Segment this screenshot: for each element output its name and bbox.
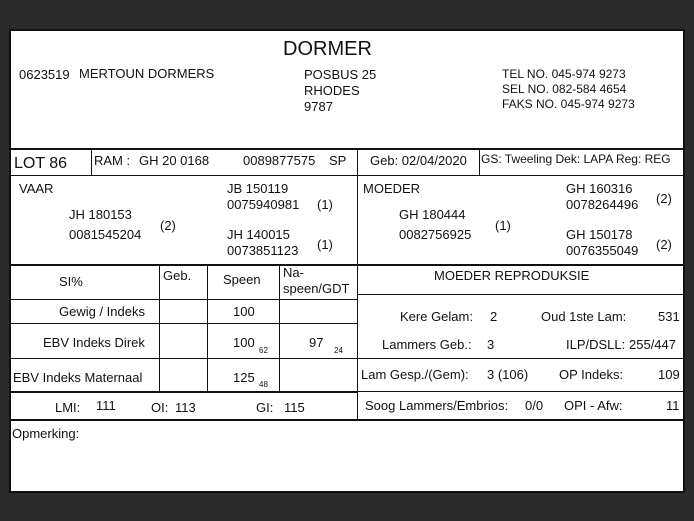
ebv-direk-speen: 100 [233,335,255,350]
vaar-label: VAAR [19,181,54,196]
ram-id: GH 20 0168 [139,153,210,168]
faks-number: FAKS NO. 045-974 9273 [502,97,635,111]
sel-number: SEL NO. 082-584 4654 [502,82,627,96]
op-value: 109 [658,367,680,382]
sire-number: 0081545204 [69,227,142,242]
sire-sire-id: JB 150119 [227,181,289,196]
repro-title: MOEDER REPRODUKSIE [434,268,590,283]
ram-number: 0089877575 [243,153,316,168]
lmi-label: LMI: [55,400,81,415]
gi-label: GI: [256,400,274,415]
ebv-direk-naspeen: 97 [309,335,324,350]
divider-indices-bottom [11,419,683,421]
kere-label: Kere Gelam: [400,309,473,324]
kere-value: 2 [490,309,498,324]
soog-label: Soog Lammers/Embrios: [365,398,509,413]
oud-label: Oud 1ste Lam: [541,309,627,324]
dam-dam-count: (2) [656,237,672,252]
address-line-2: RHODES [304,83,360,98]
breeder-name: MERTOUN DORMERS [79,66,215,81]
divider-gs [479,148,480,175]
page-title: DORMER [283,38,372,60]
gewig-label: Gewig / Indeks [59,304,145,319]
ebv-maternaal-speen-sub: 48 [259,380,268,389]
naspeen-header: Na- speen/GDT [283,265,350,296]
ebv-direk-naspeen-sub: 24 [334,346,343,355]
dam-dam-number: 0076355049 [566,243,639,258]
address-line-3: 9787 [304,99,333,114]
soog-value: 0/0 [525,398,544,413]
si-col-naspeen [279,264,280,391]
birth-date: Geb: 02/04/2020 [370,153,467,168]
dam-sire-count: (2) [656,191,672,206]
dam-id: GH 180444 [399,207,466,222]
sire-dam-number: 0073851123 [227,243,299,258]
si-header-line [11,299,357,300]
breeder-code: 0623519 [19,67,70,82]
geb-header: Geb. [163,268,192,283]
lot-number: LOT 86 [14,155,68,172]
opi-label: OPI - Afw: [564,398,623,413]
divider-header [11,148,683,150]
dam-sire-number: 0078264496 [566,197,639,212]
opi-value: 11 [666,398,680,413]
ram-sp: SP [329,153,347,168]
gi-value: 115 [284,400,305,415]
dam-number: 0082756925 [399,227,472,242]
ilp-value: 255/447 [629,337,676,352]
gs-info: GS: Tweeling Dek: LAPA Reg: REG [481,152,671,166]
si-col-geb [159,264,160,391]
ebv-maternaal-speen: 125 [233,370,255,385]
dam-count: (1) [495,218,511,233]
dam-sire-id: GH 160316 [566,181,633,196]
divider-lot [91,148,92,175]
divider-pedigree-mid [357,175,358,419]
divider-geb [357,148,358,175]
sire-dam-id: JH 140015 [227,227,290,242]
sire-sire-number: 0075940981 [227,197,300,212]
ilp-label: ILP/DSLL: [566,337,626,352]
repro-title-line [357,294,683,295]
moeder-label: MOEDER [363,181,421,196]
lot-card [9,29,685,493]
sire-sire-count: (1) [317,197,333,212]
si-header: SI% [59,274,83,289]
address-line-1: POSBUS 25 [304,67,377,82]
ebv-direk-speen-sub: 62 [259,346,268,355]
tel-number: TEL NO. 045-974 9273 [502,67,626,81]
dam-dam-id: GH 150178 [566,227,633,242]
oi-value: 113 [175,400,196,415]
oud-value: 531 [658,309,680,324]
lgeb-value: 3 [487,337,495,352]
sire-count: (2) [160,218,176,233]
speen-header: Speen [223,272,261,287]
si-row3-line [11,391,357,393]
si-row2-line [11,358,357,359]
si-row1-line [11,323,357,324]
bottom-strip [0,493,694,521]
ebv-direk-label: EBV Indeks Direk [43,335,145,350]
si-col-speen [207,264,208,391]
ram-label: RAM : [94,153,131,168]
repro-divider [357,358,683,359]
sire-id: JH 180153 [69,207,132,222]
ebv-maternaal-label: EBV Indeks Maternaal [13,370,143,385]
sire-dam-count: (1) [317,237,333,252]
op-label: OP Indeks: [559,367,624,382]
opmerking-label: Opmerking: [12,426,80,441]
lgesp-value: 3 (106) [487,367,529,382]
gewig-speen: 100 [233,304,255,319]
repro-divider-2 [357,391,683,392]
oi-label: OI: [151,400,169,415]
divider-lot-bottom [11,175,683,176]
lgeb-label: Lammers Geb.: [382,337,472,352]
lmi-value: 111 [96,398,116,413]
lgesp-label: Lam Gesp./(Gem): [361,367,469,382]
